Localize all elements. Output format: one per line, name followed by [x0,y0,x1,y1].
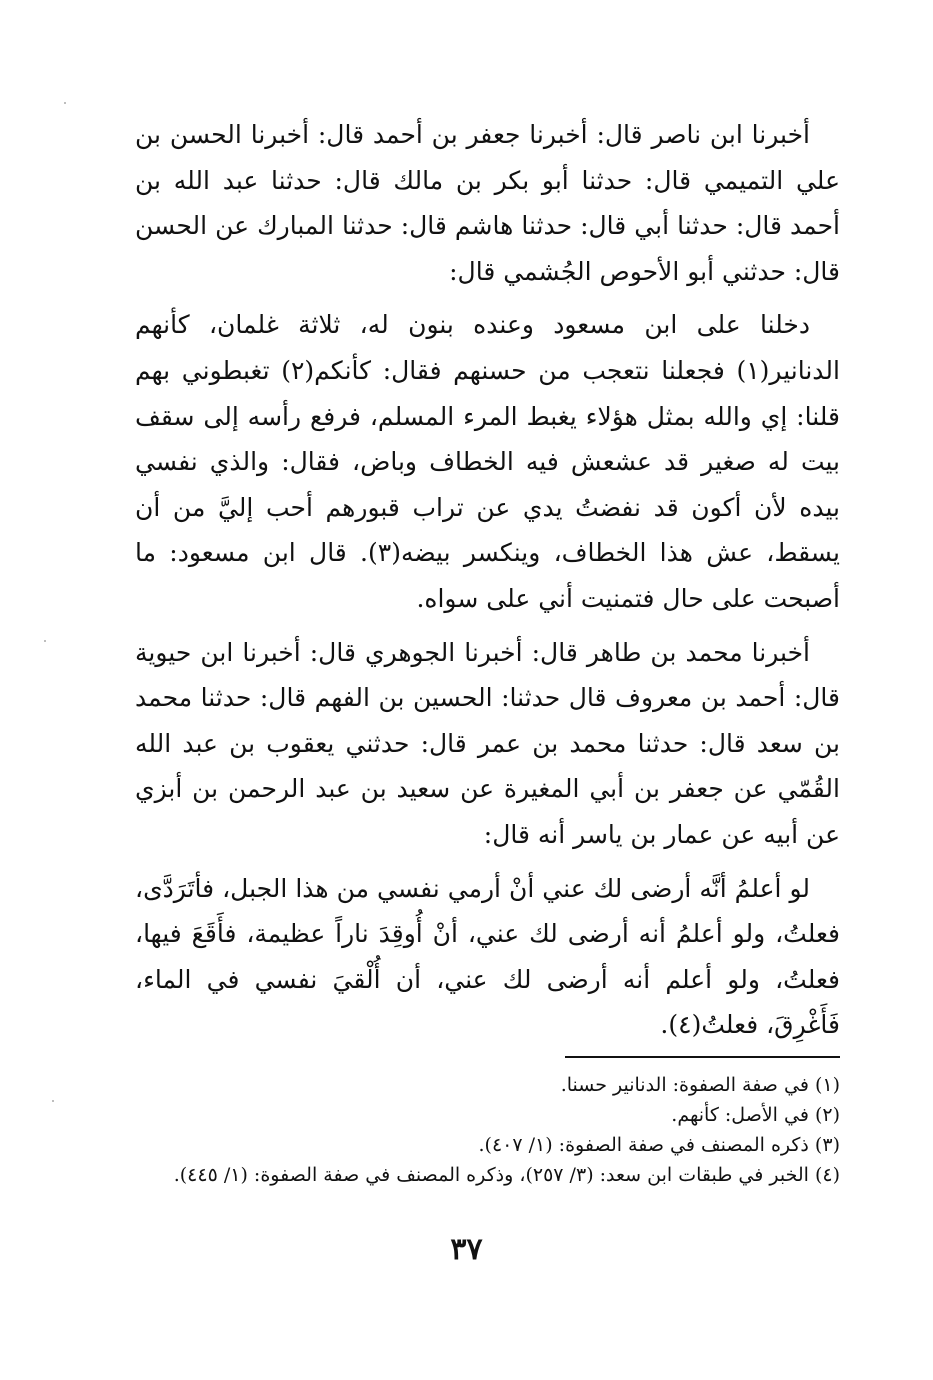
paragraph-isnad-2: أخبرنا محمد بن طاهر قال: أخبرنا الجوهري قال: أخبرنا ابن حيوية قال: أحمد بن معروف قال حدثنا: الحسين بن الفهم قال: حدثنا محمد بن سعد قال: حدثنا محمد بن عمر قال: حدثني يعقوب بن عبد الله القُمّي عن جعفر بن أبي المغيرة عن سعيد بن عبد الرحمن بن أبزي عن أبيه عن عمار بن ياسر أنه قال: [135,637,840,849]
footnote-4: (٤) الخبر في طبقات ابن سعد: (٣/ ٢٥٧)، وذكره المصنف في صفة الصفوة: (١/ ٤٤٥). [173,1163,840,1186]
footnote-3: (٣) ذكره المصنف في صفة الصفوة: (١/ ٤٠٧). [478,1133,840,1156]
page-body [135,112,840,1190]
footnote-separator [565,1056,840,1058]
paragraph-isnad-1: أخبرنا ابن ناصر قال: أخبرنا جعفر بن أحمد قال: أخبرنا الحسن بن علي التميمي قال: حدثنا أبو بكر بن مالك قال: حدثنا عبد الله بن أحمد قال: حدثنا أبي قال: حدثنا هاشم قال: حدثنا المبارك عن الحسن قال: حدثني أبو الأحوص الجُشمي قال: [135,120,840,286]
scan-speck [52,1100,54,1102]
footnote-1: (١) في صفة الصفوة: الدنانير حسنا. [560,1073,840,1096]
scan-speck [44,640,46,642]
paragraph-ibn-masud-narration: دخلنا على ابن مسعود وعنده بنون له، ثلاثة غلمان، كأنهم الدنانير(١) فجعلنا نتعجب من حسنهم فقال: كأنكم(٢) تغبطوني بهم قلنا: إي والله بمثل هؤلاء يغبط المرء المسلم، فرفع رأسه إلى سقف بيت له صغير قد عشعش فيه الخطاف وباض، فقال: والذي نفسي بيده لأن أكون قد نفضتُ يدي عن تراب قبورهم أحب إليَّ من أن يسقط، عش هذا الخطاف، وينكسر بيضه(٣). قال ابن مسعود: ما أصبحت على حال فتمنيت أني على سواه. [135,310,840,613]
scan-speck [64,102,66,104]
footnote-2: (٢) في الأصل: كأنهم. [671,1103,840,1126]
paragraph-ammar-quote: لو أعلمُ أنَّه أرضى لك عني أنْ أرمي نفسي من هذا الجبل، فأتَرَدَّى، فعلتُ، ولو أعلمُ أنه أرضى لك عني، أنْ أُوقِدَ ناراً عظيمة، فأَقَعَ فيها، فعلتُ، ولو أعلم أنه أرضى لك عني، أن أُلْقيَ نفسي في الماء، فَأَغْرِقَ، فعلتُ(٤). [135,873,840,1040]
page-number: ٣٧ [450,1232,483,1267]
